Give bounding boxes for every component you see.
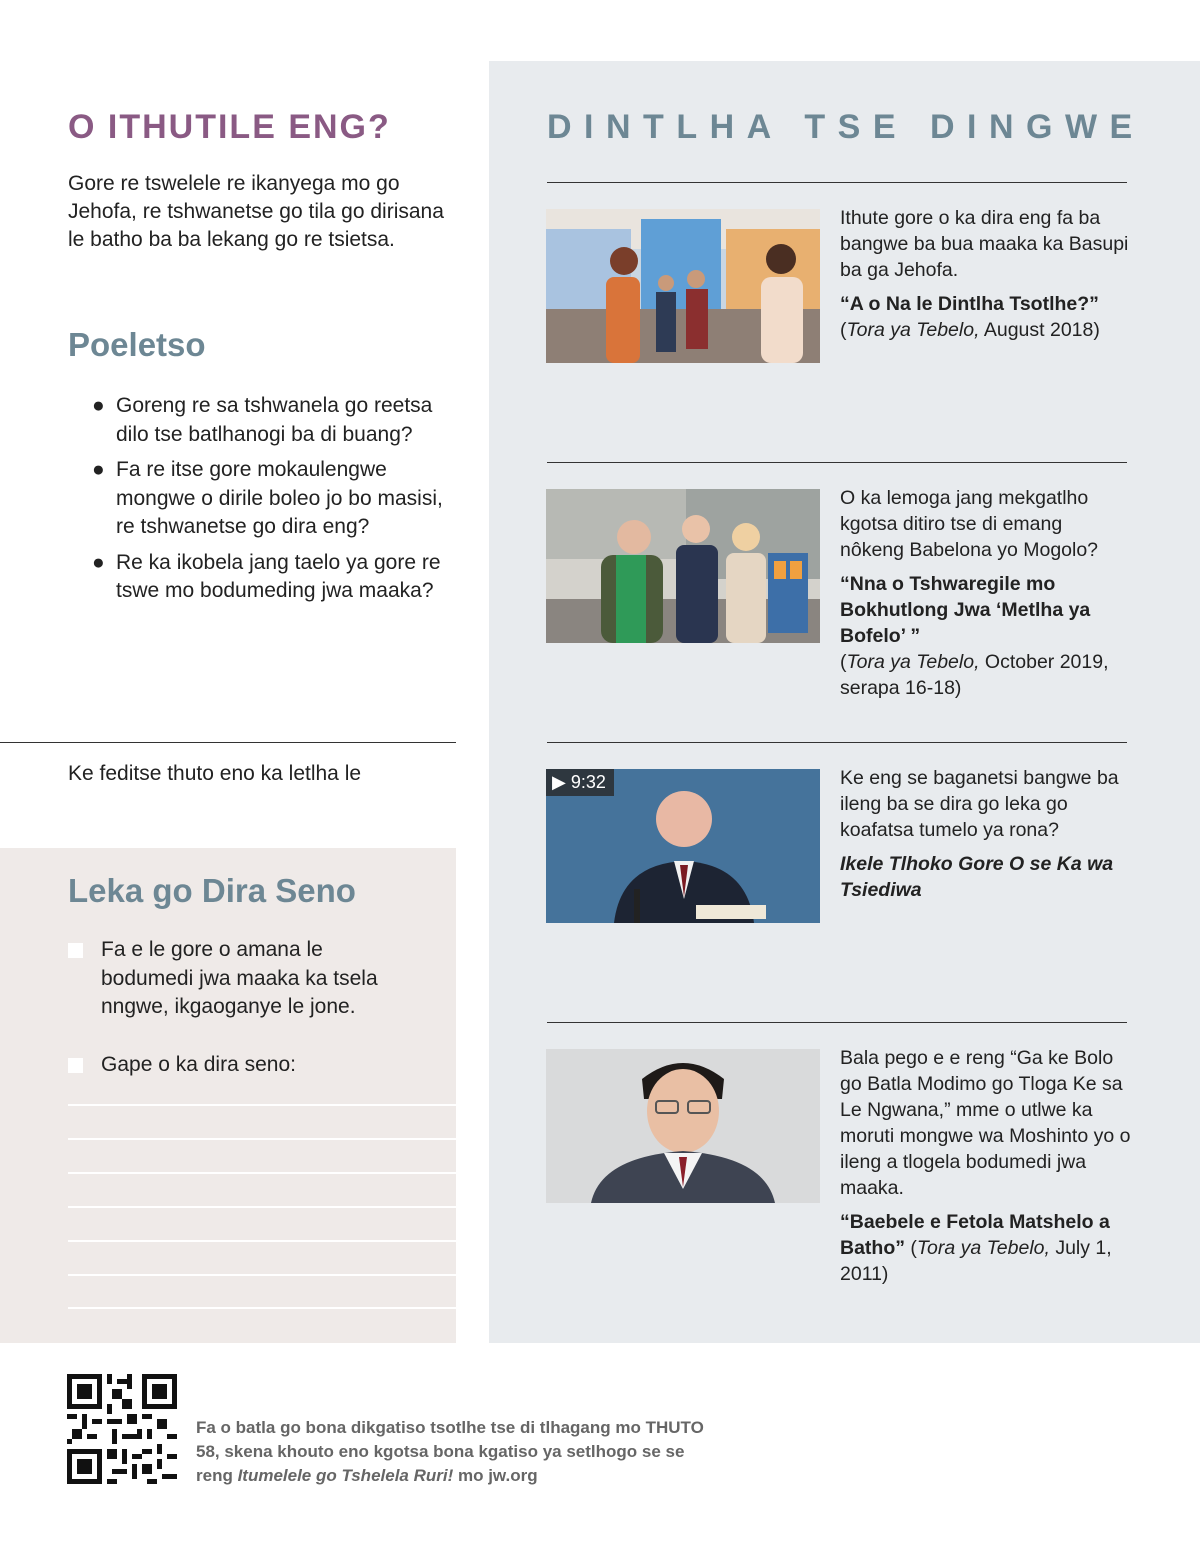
task-text: Fa e le gore o amana le bodumedi jwa maaka ka tsela nngwe, ikgaoganye le jone. xyxy=(101,938,378,1018)
action-box xyxy=(0,848,456,1343)
write-line[interactable] xyxy=(68,1307,456,1309)
task-checkbox[interactable] xyxy=(68,943,83,958)
more-heading: DINTLHA TSE DINGWE xyxy=(547,108,1145,146)
footer-text: Fa o batla go bona dikgatiso tsotlhe tse di tlhagang mo THUTO 58, skena khouto eno kgotsa bona kgatiso ya setlhogo se se reng Itumelele go Tshelela Ruri! mo jw.org xyxy=(196,1418,704,1485)
thumbnail-portrait[interactable] xyxy=(546,1049,820,1203)
play-icon: ▶ xyxy=(552,772,566,792)
bullet-icon: ● xyxy=(92,394,105,417)
divider xyxy=(547,182,1127,183)
divider xyxy=(547,462,1127,463)
review-question: ● Re ka ikobela jang taelo ya gore re tswe mo bodumeding jwa maaka? xyxy=(92,550,441,602)
write-line[interactable] xyxy=(68,1206,456,1208)
resource-description: Ke eng se baganetsi bangwe ba ileng ba se dira go leka go koafatsa tumelo ya rona? xyxy=(840,767,1119,841)
resource-item xyxy=(840,1045,1132,1287)
action-heading: Leka go Dira Seno xyxy=(68,872,356,909)
write-line[interactable] xyxy=(68,1104,456,1106)
resource-item xyxy=(840,205,1140,343)
resource-description: Bala pego e e reng “Ga ke Bolo go Batla Modimo go Tloga Ke sa Le Ngwana,” mme o utlwe ka moruti mongwe wa Moshinto yo o ileng a tlogela bodumedi jwa maaka. xyxy=(840,1047,1131,1199)
review-question: ● Fa re itse gore mokaulengwe mongwe o dirile boleo jo bo masisi, re tshwanetse go dira eng? xyxy=(92,458,443,538)
divider xyxy=(0,742,456,743)
divider xyxy=(547,1022,1127,1023)
write-line[interactable] xyxy=(68,1138,456,1140)
video-duration-badge: ▶ 9:32 xyxy=(546,769,614,796)
write-line[interactable] xyxy=(68,1240,456,1242)
review-intro: Gore re tswelele re ikanyega mo go Jehofa, re tshwanetse go tila go dirisana le batho ba ba lekang go re tsietsa. xyxy=(68,172,444,251)
task-checkbox[interactable] xyxy=(68,1058,83,1073)
divider xyxy=(547,742,1127,743)
publication-ref: (Tora ya Tebelo, October 2019, serapa 16-18) xyxy=(840,651,1109,699)
bullet-icon: ● xyxy=(92,550,105,574)
review-questions xyxy=(92,392,462,613)
task-text: Gape o ka dira seno: xyxy=(101,1053,296,1076)
article-title-link[interactable]: “Baebele e Fetola Matshelo a Batho” xyxy=(840,1211,1110,1259)
qr-code-icon[interactable] xyxy=(67,1374,177,1484)
review-question: ● Goreng re sa tshwanela go reetsa dilo tse batlhanogi ba di buang? xyxy=(92,394,433,446)
publication-ref: (Tora ya Tebelo, August 2018) xyxy=(840,319,1100,341)
poeletso-heading: Poeletso xyxy=(68,326,206,363)
bullet-icon: ● xyxy=(92,458,105,481)
thumbnail-street-witnessing[interactable] xyxy=(546,489,820,643)
article-title-link[interactable]: “A o Na le Dintlha Tsotlhe?” xyxy=(840,293,1099,315)
video-title-link[interactable]: Ikele Tlhoko Gore O se Ka wa Tsiediwa xyxy=(840,853,1114,901)
review-heading: O ITHUTILE ENG? xyxy=(68,108,391,146)
resource-item xyxy=(840,485,1130,701)
thumbnail-crowd-reading-news[interactable] xyxy=(546,209,820,363)
write-line[interactable] xyxy=(68,1172,456,1174)
publication-ref: “Baebele e Fetola Matshelo a Batho” (Tora ya Tebelo, July 1, 2011) xyxy=(840,1211,1112,1285)
resource-description: O ka lemoga jang mekgatlho kgotsa ditiro tse di emang nôkeng Babelona yo Mogolo? xyxy=(840,487,1099,561)
write-line[interactable] xyxy=(68,1274,456,1276)
resource-description: Ithute gore o ka dira eng fa ba bangwe ba bua maaka ka Basupi ba ga Jehofa. xyxy=(840,207,1129,281)
completed-date-line: Ke feditse thuto eno ka letlha le xyxy=(68,762,362,785)
resource-item xyxy=(840,765,1130,903)
article-title-link[interactable]: “Nna o Tshwaregile mo Bokhutlong Jwa ‘Metlha ya Bofelo’ ” xyxy=(840,573,1091,647)
